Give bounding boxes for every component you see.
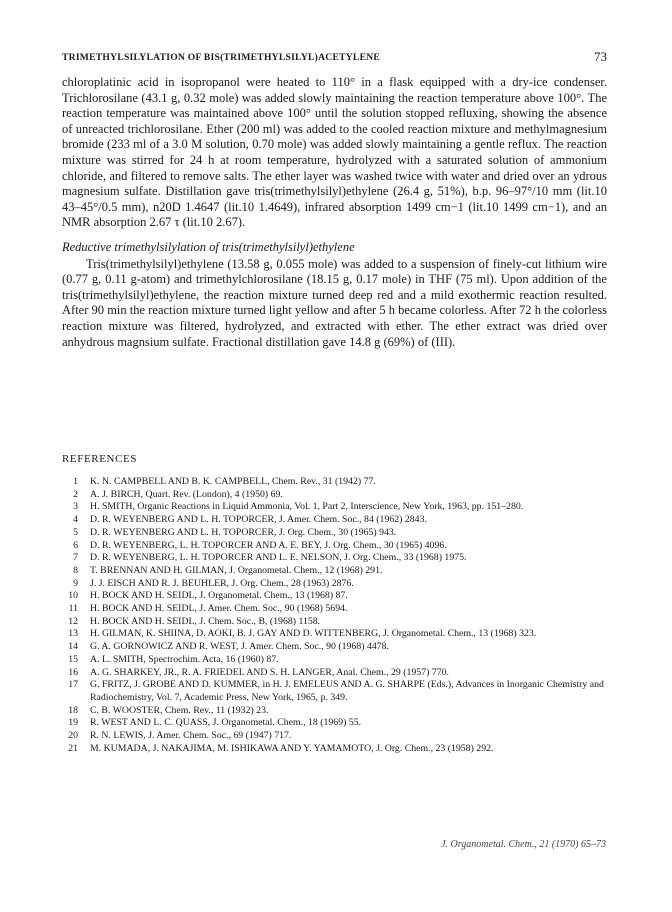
reference-text: H. GILMAN, K. SHIINA, D. AOKI, B. J. GAY AND D. WITTENBERG, J. Organometal. Chem., 13 (1968) 323. bbox=[90, 628, 537, 640]
reference-number: 7 bbox=[73, 552, 78, 564]
reference-text: D. R. WEYENBERG, L. H. TOPORCER AND A. E. BEY, J. Org. Chem., 30 (1965) 4096. bbox=[90, 539, 447, 551]
reference-item bbox=[62, 476, 610, 489]
reference-text: M. KUMADA, J. NAKAJIMA, M. ISHIKAWA AND Y. YAMAMOTO, J. Org. Chem., 23 (1958) 292. bbox=[90, 742, 494, 754]
reference-text: J. J. EISCH AND R. J. BEUHLER, J. Org. Chem., 28 (1963) 2876. bbox=[90, 577, 354, 589]
reference-item bbox=[62, 527, 610, 540]
reference-text: C. B. WOOSTER, Chem. Rev., 11 (1932) 23. bbox=[90, 704, 269, 716]
reference-item bbox=[62, 730, 610, 743]
reference-number: 9 bbox=[73, 577, 78, 589]
reference-text: D. R. WEYENBERG AND L. H. TOPORCER, J. Org. Chem., 30 (1965) 943. bbox=[90, 526, 397, 538]
reference-number: 4 bbox=[73, 514, 78, 526]
reference-item bbox=[62, 552, 610, 565]
reference-number: 3 bbox=[73, 501, 78, 513]
reference-number: 10 bbox=[68, 590, 78, 602]
reference-item bbox=[62, 628, 610, 641]
reference-item bbox=[62, 565, 610, 578]
reference-item bbox=[62, 590, 610, 603]
reference-item bbox=[62, 578, 610, 591]
running-title: TRIMETHYLSILYLATION OF BIS(TRIMETHYLSILYL)ACETYLENE bbox=[62, 52, 381, 63]
reference-number: 8 bbox=[73, 564, 78, 576]
article-body bbox=[62, 75, 607, 350]
paragraph-1: chloroplatinic acid in isopropanol were heated to 110° in a flask equipped with a dry-ice condenser. Trichlorosilane (43.1 g, 0.32 mole) was added slowly maintaining the reaction temperature above 100°. The reaction temperature was maintained above 100° until the solution stopped refluxing, showing the absence of unreacted trichlorosilane. Ether (200 ml) was added to the cooled reaction mixture and methylmagnesium bromide (233 ml of a 3.0 M solution, 0.70 mole) was added slowly maintaining a gentle reflux. The reaction mixture was stirred for 24 h at room temperature, hydrolyzed with a saturated solution of ammonium chloride, and filtered to remove salts. The ether layer was washed twice with water and dried over an ydrous magnesium sulfate. Distillation gave tris(trimethylsilyl)ethylene (26.4 g, 51%), b.p. 96–97°/10 mm (lit.10 43–45°/0.5 mm), n20D 1.4647 (lit.10 1.4649), infrared absorption 1499 cm−1 (lit.10 1499 cm−1), and an NMR absorption 2.67 τ (lit.10 2.67). bbox=[62, 75, 607, 230]
reference-item bbox=[62, 667, 610, 680]
reference-number: 5 bbox=[73, 526, 78, 538]
reference-item bbox=[62, 540, 610, 553]
reference-number: 19 bbox=[68, 717, 78, 729]
reference-number: 21 bbox=[68, 742, 78, 754]
references-heading: REFERENCES bbox=[62, 453, 138, 465]
reference-item bbox=[62, 705, 610, 718]
running-head bbox=[62, 49, 607, 65]
reference-number: 13 bbox=[68, 628, 78, 640]
reference-number: 11 bbox=[68, 603, 78, 615]
reference-number: 15 bbox=[68, 653, 78, 665]
reference-number: 6 bbox=[73, 539, 78, 551]
reference-text: H. SMITH, Organic Reactions in Liquid Ammonia, Vol. 1, Part 2, Interscience, New York, 1963, pp. 151–280. bbox=[90, 501, 524, 513]
reference-number: 20 bbox=[68, 730, 78, 742]
reference-item bbox=[62, 717, 610, 730]
reference-item bbox=[62, 679, 610, 704]
footer-citation: J. Organometal. Chem., 21 (1970) 65–73 bbox=[441, 839, 606, 850]
reference-number: 17 bbox=[68, 679, 78, 691]
reference-number: 14 bbox=[68, 641, 78, 653]
reference-text: H. BOCK AND H. SEIDL, J. Amer. Chem. Soc., 90 (1968) 5694. bbox=[90, 603, 348, 615]
reference-text: H. BOCK AND H. SEIDL, J. Chem. Soc., B, (1968) 1158. bbox=[90, 615, 321, 627]
reference-text: D. R. WEYENBERG, L. H. TOPORCER AND L. E. NELSON, J. Org. Chem., 33 (1968) 1975. bbox=[90, 552, 467, 564]
reference-text: A. J. BIRCH, Quart. Rev. (London), 4 (1950) 69. bbox=[90, 488, 283, 500]
reference-number: 18 bbox=[68, 704, 78, 716]
reference-text: G. A. GORNOWICZ AND R. WEST, J. Amer. Chem. Soc., 90 (1968) 4478. bbox=[90, 641, 389, 653]
reference-number: 12 bbox=[68, 615, 78, 627]
section-heading: Reductive trimethylsilylation of tris(trimethylsilyl)ethylene bbox=[62, 239, 355, 254]
reference-item bbox=[62, 603, 610, 616]
reference-text: G. FRITZ, J. GROBE AND D. KUMMER, in H. J. EMELEUS AND A. G. SHARPE (Eds.), Advances in Inorganic Chemistry and Radiochemistry, Vol. 7, Academic Press, New York, 1965, p. 349. bbox=[90, 679, 604, 703]
references-list bbox=[62, 476, 610, 755]
paragraph-2: Tris(trimethylsilyl)ethylene (13.58 g, 0.055 mole) was added to a suspension of finely-cut lithium wire (0.77 g, 0.11 g-atom) and trimethylchlorosilane (18.15 g, 0.17 mole) in THF (75 ml). Upon addition of the tris(trimethylsilyl)ethylene, the reaction mixture turned deep red and a mild exothermic reaction resulted. After 90 min the reaction mixture turned light yellow and after 5 h became colorless. After 72 h the colorless reaction mixture was filtered, hydrolyzed, and extracted with ether. The ether extract was dried over anhydrous magnsium sulfate. Fractional distillation gave 14.8 g (69%) of (III). bbox=[62, 256, 607, 349]
reference-text: T. BRENNAN AND H. GILMAN, J. Organometal. Chem., 12 (1968) 291. bbox=[90, 564, 383, 576]
reference-number: 1 bbox=[73, 476, 78, 487]
reference-item bbox=[62, 743, 610, 756]
reference-number: 16 bbox=[68, 666, 78, 678]
reference-item bbox=[62, 616, 610, 629]
reference-text: R. WEST AND L. C. QUASS, J. Organometal. Chem., 18 (1969) 55. bbox=[90, 717, 362, 729]
reference-text: H. BOCK AND H. SEIDL, J. Organometal. Chem., 13 (1968) 87. bbox=[90, 590, 348, 602]
reference-item bbox=[62, 501, 610, 514]
reference-number: 2 bbox=[73, 488, 78, 500]
reference-text: A. G. SHARKEY, JR., R. A. FRIEDEL AND S. H. LANGER, Anal. Chem., 29 (1957) 770. bbox=[90, 666, 449, 678]
reference-text: D. R. WEYENBERG AND L. H. TOPORCER, J. Amer. Chem. Soc., 84 (1962) 2843. bbox=[90, 514, 427, 526]
reference-text: A. L. SMITH, Spectrochim. Acta, 16 (1960) 87. bbox=[90, 653, 279, 665]
reference-text: R. N. LEWIS, J. Amer. Chem. Soc., 69 (1947) 717. bbox=[90, 730, 292, 742]
reference-item bbox=[62, 654, 610, 667]
reference-item bbox=[62, 641, 610, 654]
reference-item bbox=[62, 489, 610, 502]
reference-item bbox=[62, 514, 610, 527]
reference-text: K. N. CAMPBELL AND B. K. CAMPBELL, Chem. Rev., 31 (1942) 77. bbox=[90, 476, 376, 487]
page-number: 73 bbox=[594, 49, 607, 64]
